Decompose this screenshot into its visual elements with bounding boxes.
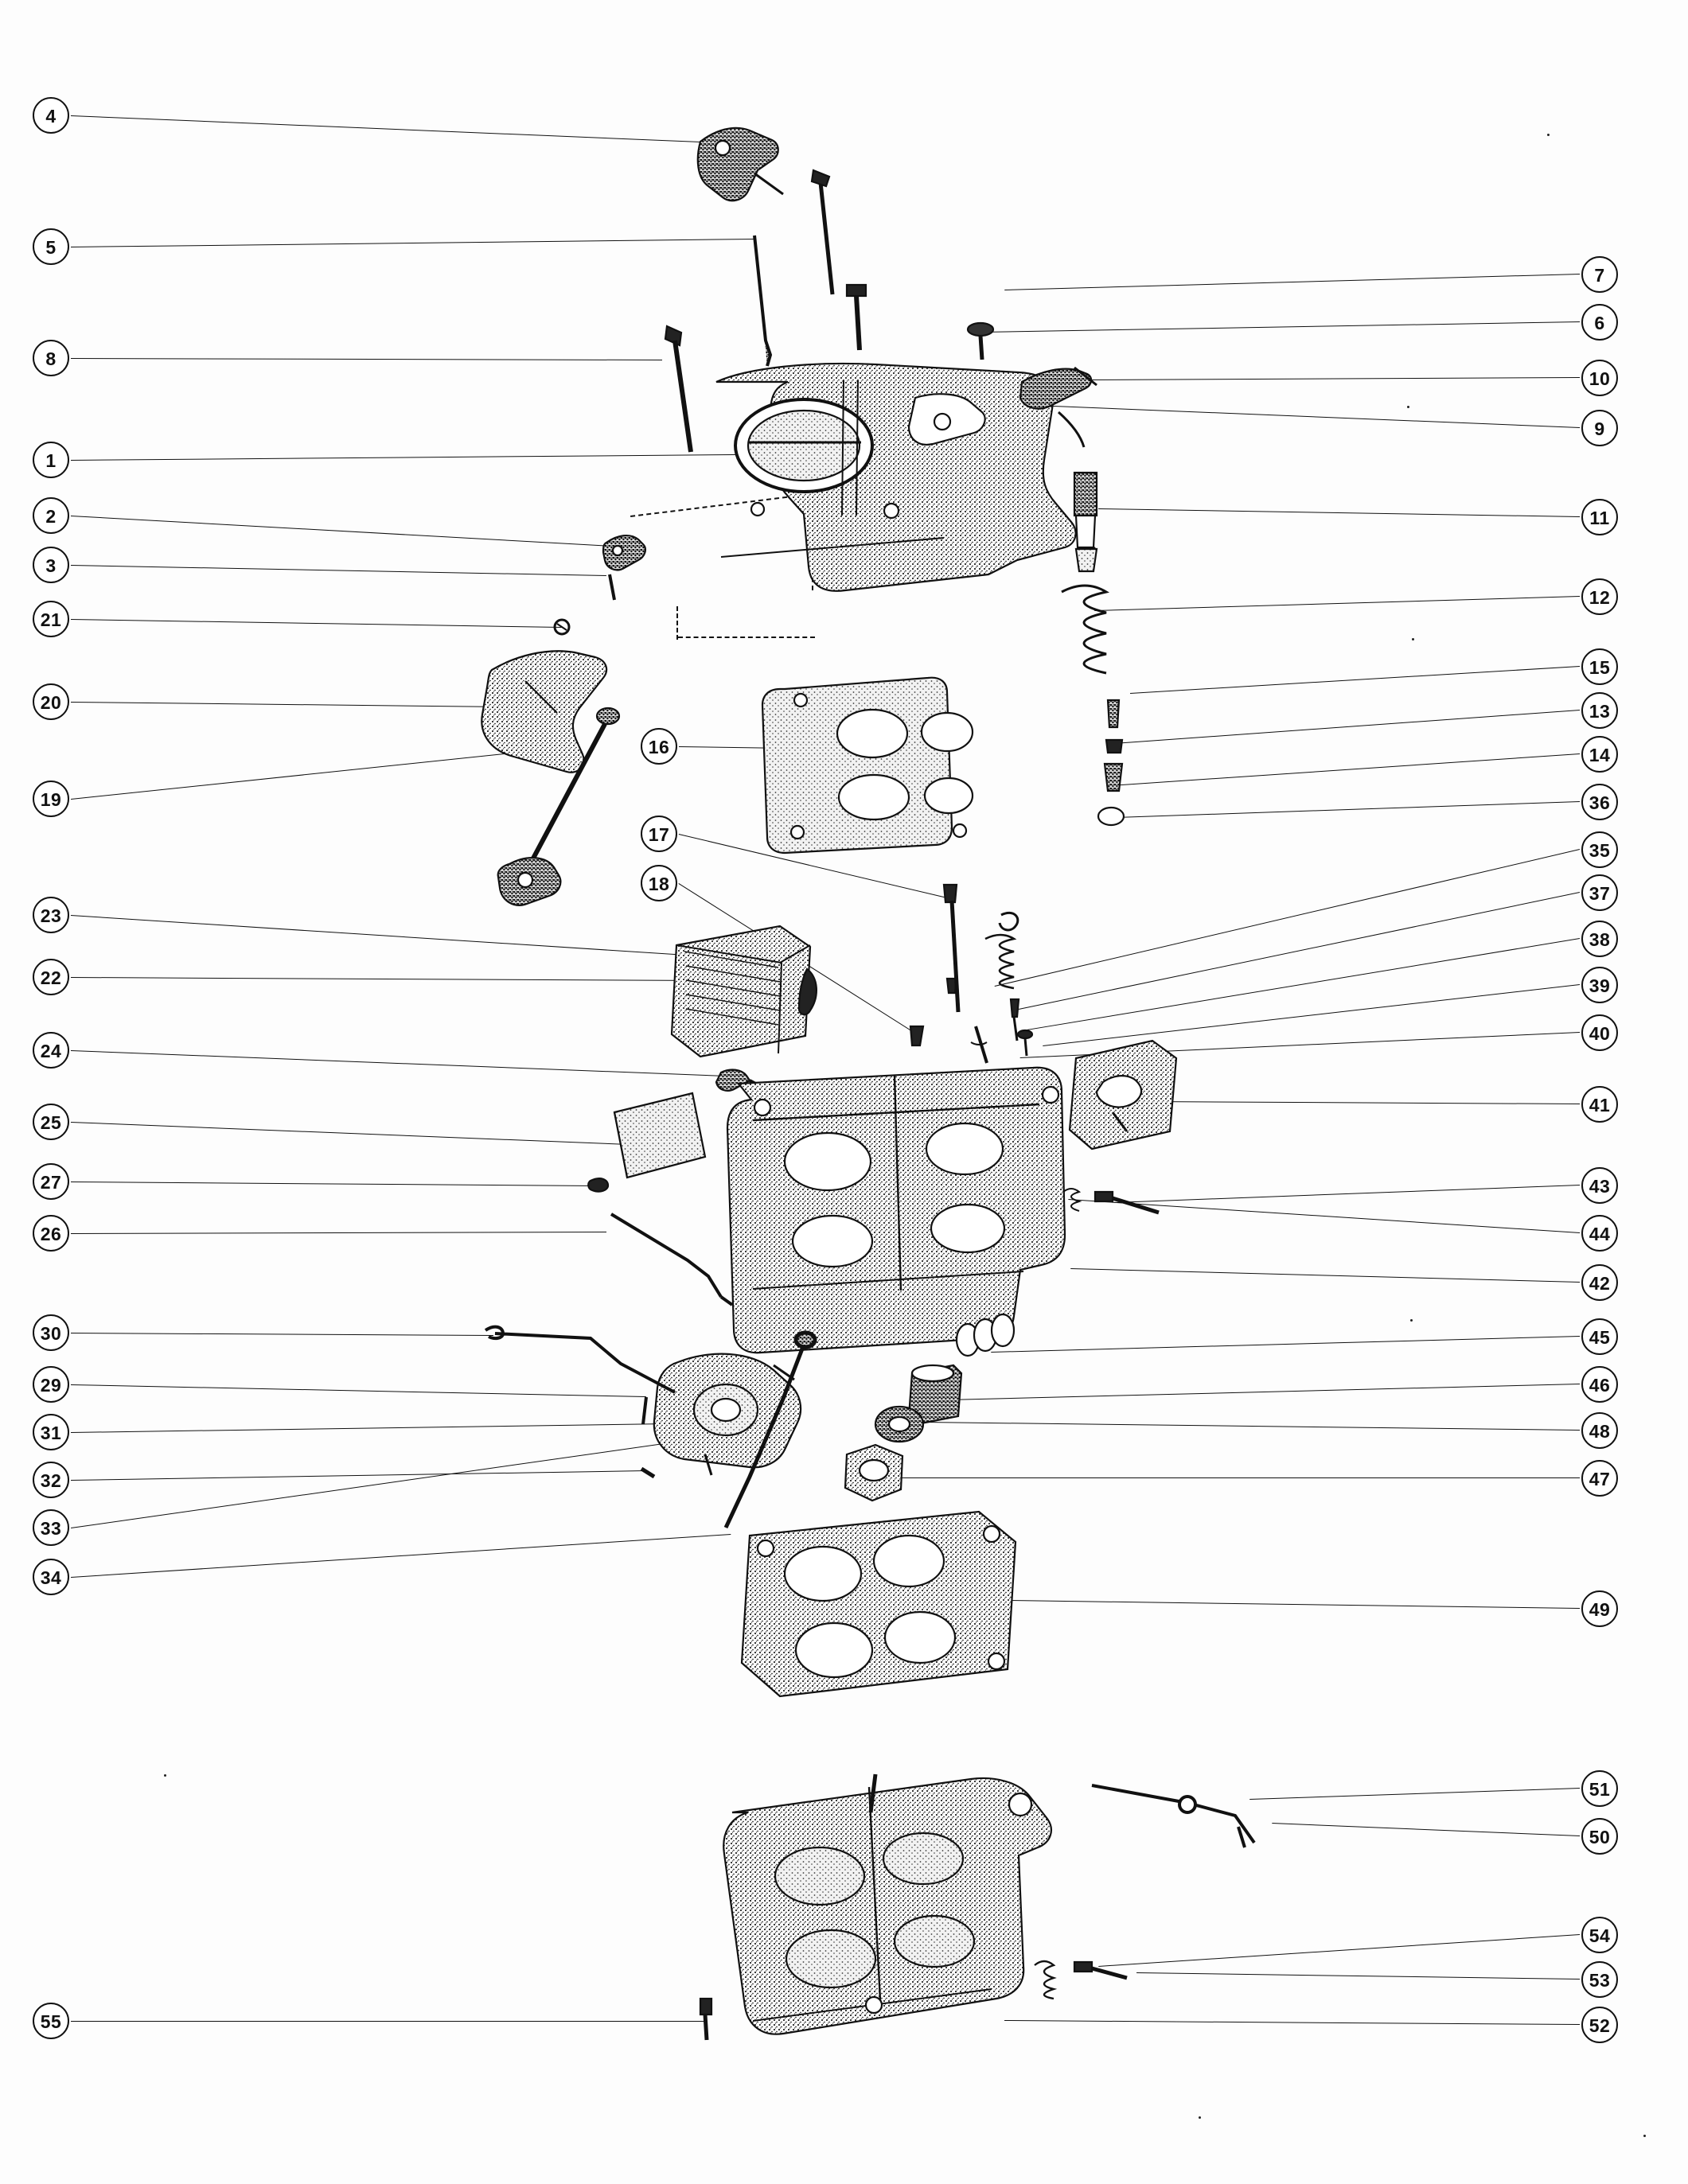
leader-line-23 — [71, 915, 748, 960]
leader-line-49 — [1009, 1600, 1580, 1609]
callout-8[interactable]: 8 — [33, 340, 69, 376]
callout-5[interactable]: 5 — [33, 228, 69, 265]
leader-line-42 — [1070, 1268, 1580, 1283]
leader-line-50 — [1272, 1823, 1580, 1836]
stray-mark-6 — [1643, 2135, 1646, 2137]
callout-10[interactable]: 10 — [1581, 360, 1618, 396]
leader-line-27 — [71, 1182, 595, 1186]
leader-line-18 — [678, 883, 915, 1034]
callout-45[interactable]: 45 — [1581, 1318, 1618, 1355]
callout-44[interactable]: 44 — [1581, 1215, 1618, 1252]
leader-line-7 — [1004, 274, 1580, 290]
callout-30[interactable]: 30 — [33, 1314, 69, 1351]
callout-49[interactable]: 49 — [1581, 1590, 1618, 1627]
leader-line-31 — [71, 1423, 720, 1433]
callout-12[interactable]: 12 — [1581, 578, 1618, 615]
leader-line-9 — [1035, 405, 1580, 428]
callout-32[interactable]: 32 — [33, 1462, 69, 1498]
callout-23[interactable]: 23 — [33, 897, 69, 933]
callout-31[interactable]: 31 — [33, 1414, 69, 1450]
leader-line-40 — [1020, 1032, 1580, 1058]
leader-line-21 — [71, 619, 562, 628]
leader-line-24 — [71, 1050, 726, 1076]
callout-19[interactable]: 19 — [33, 781, 69, 817]
leader-line-11 — [1098, 508, 1580, 517]
leader-line-5 — [71, 239, 754, 247]
leader-line-41 — [1146, 1101, 1580, 1104]
leader-line-3 — [71, 565, 606, 576]
callout-34[interactable]: 34 — [33, 1559, 69, 1595]
callout-11[interactable]: 11 — [1581, 499, 1618, 535]
callout-42[interactable]: 42 — [1581, 1264, 1618, 1301]
leader-line-4 — [71, 115, 700, 142]
leader-line-48 — [925, 1422, 1580, 1431]
leader-line-52 — [1004, 2020, 1580, 2025]
stray-mark-4 — [164, 1774, 166, 1777]
callout-16[interactable]: 16 — [641, 728, 677, 765]
leader-line-10 — [1090, 377, 1580, 380]
stray-mark-1 — [1547, 134, 1550, 136]
callout-20[interactable]: 20 — [33, 683, 69, 720]
stray-mark-5 — [1410, 1319, 1413, 1322]
leader-line-8 — [71, 358, 662, 360]
leader-line-14 — [1110, 753, 1580, 786]
callout-43[interactable]: 43 — [1581, 1167, 1618, 1204]
leader-line-36 — [1116, 801, 1580, 818]
callout-53[interactable]: 53 — [1581, 1961, 1618, 1998]
leader-line-39 — [1043, 984, 1580, 1046]
callout-2[interactable]: 2 — [33, 497, 69, 534]
leader-line-33 — [71, 1437, 708, 1528]
callout-4[interactable]: 4 — [33, 97, 69, 134]
construction-line-3 — [678, 637, 815, 638]
callout-29[interactable]: 29 — [33, 1366, 69, 1403]
leader-line-55 — [71, 2021, 705, 2022]
leader-line-34 — [71, 1534, 731, 1578]
callout-25[interactable]: 25 — [33, 1104, 69, 1140]
callout-7[interactable]: 7 — [1581, 256, 1618, 293]
callout-17[interactable]: 17 — [641, 816, 677, 852]
leader-line-1 — [71, 454, 828, 461]
leader-line-12 — [1094, 596, 1580, 611]
leader-line-51 — [1249, 1788, 1580, 1800]
stray-mark-3 — [1412, 638, 1414, 640]
callout-22[interactable]: 22 — [33, 959, 69, 995]
leader-line-25 — [71, 1122, 629, 1145]
leader-line-45 — [991, 1336, 1580, 1353]
callout-48[interactable]: 48 — [1581, 1412, 1618, 1449]
leader-line-43 — [1114, 1185, 1580, 1203]
leader-line-32 — [71, 1470, 646, 1481]
callout-9[interactable]: 9 — [1581, 410, 1618, 446]
callout-46[interactable]: 46 — [1581, 1366, 1618, 1403]
callout-38[interactable]: 38 — [1581, 921, 1618, 957]
leader-line-30 — [71, 1333, 493, 1336]
callout-40[interactable]: 40 — [1581, 1014, 1618, 1051]
stray-mark-2 — [1407, 406, 1409, 408]
callout-37[interactable]: 37 — [1581, 874, 1618, 911]
leader-line-54 — [1098, 1934, 1580, 1967]
leader-line-46 — [947, 1384, 1580, 1400]
leader-line-53 — [1136, 1972, 1580, 1980]
callout-15[interactable]: 15 — [1581, 648, 1618, 685]
callout-18[interactable]: 18 — [641, 865, 677, 901]
callout-35[interactable]: 35 — [1581, 831, 1618, 868]
callout-50[interactable]: 50 — [1581, 1818, 1618, 1855]
leader-line-47 — [898, 1477, 1580, 1478]
stray-mark-7 — [1199, 2116, 1201, 2119]
callout-13[interactable]: 13 — [1581, 692, 1618, 729]
leader-line-15 — [1130, 666, 1580, 694]
leader-line-19 — [71, 748, 557, 800]
leader-line-2 — [71, 516, 613, 547]
callout-27[interactable]: 27 — [33, 1163, 69, 1200]
leader-line-22 — [71, 977, 716, 981]
leader-line-17 — [679, 834, 947, 898]
leader-line-6 — [980, 321, 1580, 333]
callout-47[interactable]: 47 — [1581, 1460, 1618, 1497]
callout-36[interactable]: 36 — [1581, 784, 1618, 820]
callout-6[interactable]: 6 — [1581, 304, 1618, 341]
callout-41[interactable]: 41 — [1581, 1086, 1618, 1123]
callout-24[interactable]: 24 — [33, 1032, 69, 1069]
leader-line-44 — [1068, 1199, 1580, 1233]
callout-26[interactable]: 26 — [33, 1215, 69, 1252]
callout-21[interactable]: 21 — [33, 601, 69, 637]
construction-line-1 — [630, 484, 891, 517]
callout-54[interactable]: 54 — [1581, 1917, 1618, 1953]
leader-line-26 — [71, 1232, 606, 1234]
leader-line-16 — [679, 746, 788, 749]
construction-line-2 — [812, 487, 813, 590]
callout-1[interactable]: 1 — [33, 442, 69, 478]
callout-39[interactable]: 39 — [1581, 967, 1618, 1003]
leader-line-20 — [71, 702, 509, 707]
callout-51[interactable]: 51 — [1581, 1770, 1618, 1807]
construction-line-4 — [676, 606, 678, 640]
callout-33[interactable]: 33 — [33, 1509, 69, 1546]
leader-line-29 — [71, 1384, 646, 1397]
callout-14[interactable]: 14 — [1581, 736, 1618, 773]
leader-line-13 — [1114, 710, 1580, 744]
callout-55[interactable]: 55 — [33, 2003, 69, 2039]
callout-3[interactable]: 3 — [33, 547, 69, 583]
callout-52[interactable]: 52 — [1581, 2007, 1618, 2043]
leader-line-35 — [995, 849, 1580, 987]
